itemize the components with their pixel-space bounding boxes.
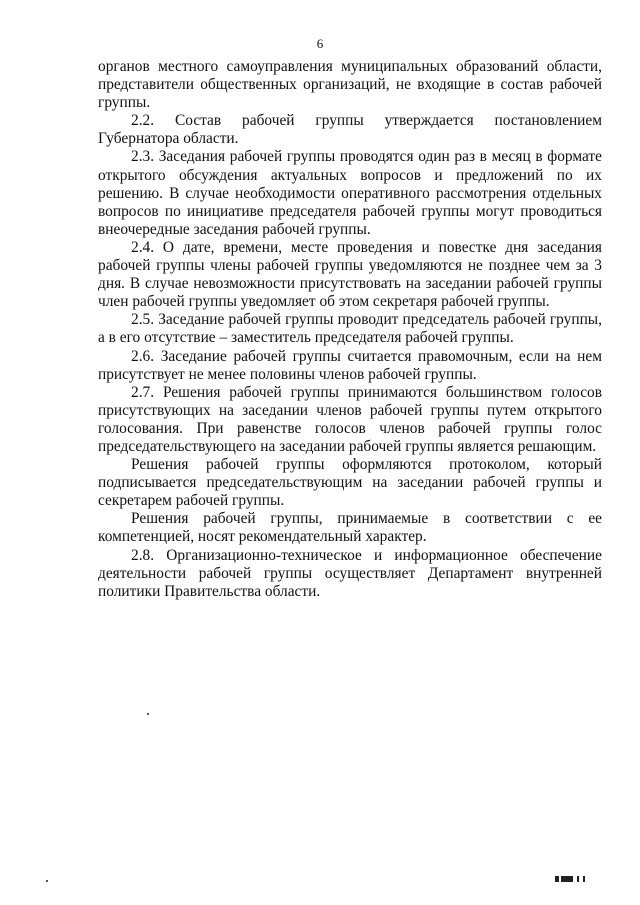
paragraph-2-7-advisory: Решения рабочей группы, принимаемые в соответствии с ее компетенцией, носят рекомендательный характер.: [98, 510, 602, 546]
scan-speck: [147, 713, 149, 715]
paragraph-2-8: 2.8. Организационно-техническое и информационное обеспечение деятельности рабочей группы осуществляет Департамент внутренней политики Правительства области.: [98, 546, 602, 600]
paragraph-2-2: 2.2. Состав рабочей группы утверждается постановлением Губернатора области.: [98, 112, 602, 148]
paragraph-2-3: 2.3. Заседания рабочей группы проводятся один раз в месяц в формате открытого обсуждения актуальных вопросов и предложений по их решению. В случае необходимости оперативного рассмотрения отдельных вопросов по инициативе председателя рабочей группы могут проводиться внеочередные заседания рабочей группы.: [98, 148, 602, 238]
scan-barcode-mark: [555, 876, 591, 882]
paragraph-2-5: 2.5. Заседание рабочей группы проводит председатель рабочей группы, а в его отсутствие – заместитель председателя рабочей группы.: [98, 311, 602, 347]
page-number: 6: [316, 36, 324, 51]
paragraph-2-4: 2.4. О дате, времени, месте проведения и повестке дня заседания рабочей группы члены рабочей группы уведомляются не позднее чем за 3 дня. В случае невозможности присутствовать на заседании рабочей группы член рабочей группы уведомляет об этом секретаря рабочей группы.: [98, 238, 602, 311]
paragraph-2-6: 2.6. Заседание рабочей группы считается правомочным, если на нем присутствует не менее половины членов рабочей группы.: [98, 347, 602, 383]
paragraph-continuation: органов местного самоуправления муниципальных образований области, представители общественных организаций, не входящие в состав рабочей группы.: [98, 58, 602, 112]
scan-speck: [46, 880, 48, 882]
document-body: [98, 58, 602, 601]
paragraph-2-7: 2.7. Решения рабочей группы принимаются большинством голосов присутствующих на заседании членов рабочей группы путем открытого голосования. При равенстве голосов членов рабочей группы голос председательствующего на заседании рабочей группы является решающим.: [98, 383, 602, 455]
paragraph-2-7-protocol: Решения рабочей группы оформляются протоколом, который подписывается председательствующим на заседании рабочей группы и секретарем рабочей группы.: [98, 456, 602, 510]
